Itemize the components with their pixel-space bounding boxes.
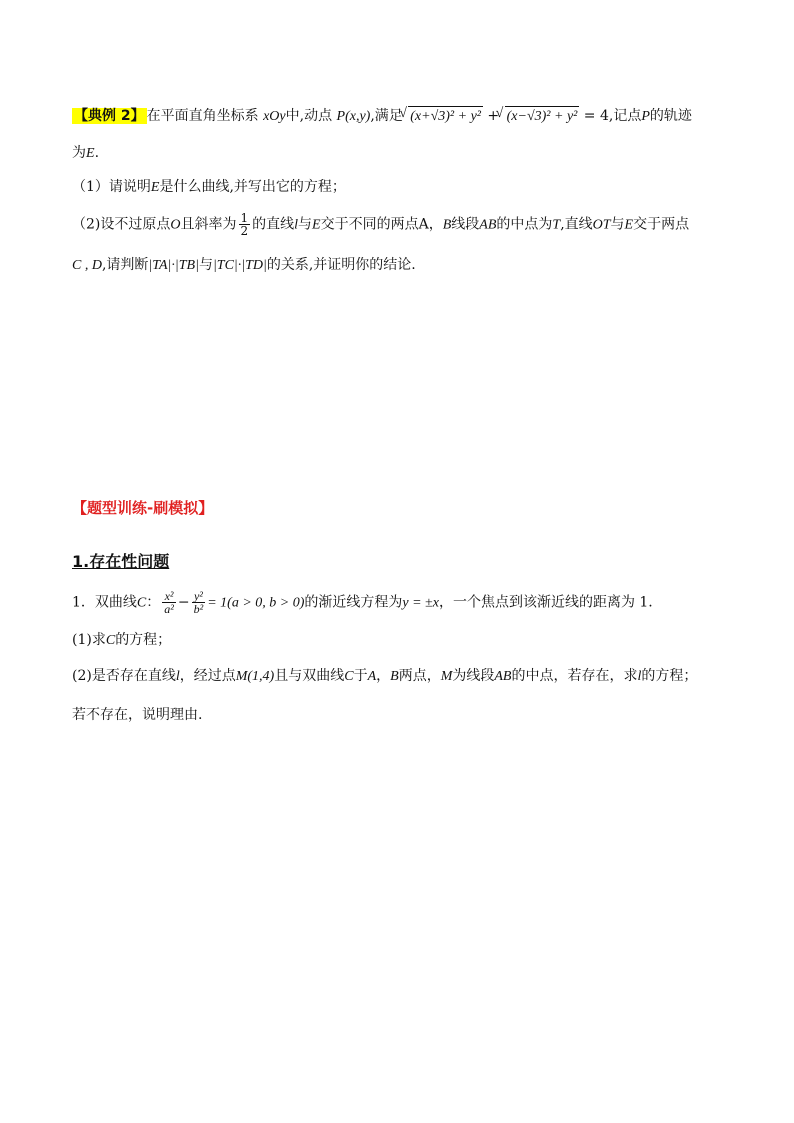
section-title: 【题型训练-刷模拟】 <box>72 499 214 517</box>
line-ot: OT <box>592 217 611 233</box>
part-text: 于 <box>353 668 368 684</box>
q2-text: 的关系,并证明你的结论. <box>266 257 416 273</box>
part-text: ， <box>376 668 391 684</box>
problem-text: ： <box>146 594 161 611</box>
origin-o: O <box>170 217 181 233</box>
question-2 <box>72 212 689 237</box>
fraction-one-half <box>239 212 251 237</box>
example-line-1 <box>72 106 692 127</box>
problem-number: 1．双曲线 <box>72 594 137 611</box>
example-text: 的轨迹 <box>649 108 692 124</box>
problem-1-line-1 <box>72 590 653 615</box>
part-text: 的方程； <box>115 632 172 648</box>
coord-system: xOy <box>263 109 286 124</box>
example-text: 中,动点 <box>285 108 333 124</box>
asymptote-equation: y = ±x <box>402 595 439 611</box>
point-m: M <box>440 669 453 684</box>
frac-denominator: a² <box>164 602 174 616</box>
q1-text: （1）请说明 <box>72 179 151 195</box>
subsection-title: 1.存在性问题 <box>72 552 170 571</box>
line-l: l <box>175 669 180 684</box>
part-text: 的中点，若存在，求 <box>511 668 638 684</box>
part-text: 若不存在，说明理由. <box>72 707 203 723</box>
part-text: 的方程； <box>641 668 698 684</box>
frac-numerator: 1 <box>240 211 249 225</box>
equals-four: = 4 <box>579 108 609 124</box>
q2-text: ,请判断 <box>101 257 149 273</box>
example-text: ,记点 <box>608 108 642 124</box>
example-text: . <box>94 145 100 161</box>
problem-text: ，一个焦点到该渐近线的距离为 1. <box>438 594 653 611</box>
q2-text: 与 <box>198 257 213 273</box>
sqrt-expression-2: √ (x−√3)² + y² <box>505 106 580 127</box>
problem-1-part-2 <box>72 666 697 687</box>
question-2-cont <box>72 255 416 276</box>
part-text: (1)求 <box>72 632 106 648</box>
part-text: ，经过点 <box>179 668 236 684</box>
expr-ta-tb: |TA|·|TB| <box>148 258 199 273</box>
point-a: A <box>367 669 377 684</box>
example-text: 为 <box>72 145 86 161</box>
point-p-label: P <box>641 109 650 124</box>
curve-e: E <box>86 146 95 161</box>
point-p: P(x,y) <box>336 109 371 124</box>
part-text: 且与双曲线 <box>274 668 345 684</box>
fraction-y2-b2 <box>192 590 206 615</box>
frac-numerator: x² <box>162 590 176 603</box>
problem-1-part-1 <box>72 630 171 651</box>
question-1 <box>72 177 346 198</box>
curve-e: E <box>150 180 160 195</box>
curve-c: C <box>136 595 147 611</box>
q2-text: 且斜率为 <box>180 216 237 233</box>
example-text: 在平面直角坐标系 <box>146 108 259 124</box>
problem-1-last-line <box>72 705 202 725</box>
point-t: T <box>552 217 561 233</box>
hyperbola-condition: = 1(a > 0, b > 0) <box>207 595 305 611</box>
part-text: 为线段 <box>452 668 495 684</box>
point-m: M(1,4) <box>235 669 275 684</box>
q2-text: 交于不同的两点 <box>320 216 419 233</box>
line-l: l <box>637 669 642 684</box>
expr-tc-td: |TC|·|TD| <box>212 258 267 273</box>
q2-text: 交于两点 <box>633 216 690 233</box>
q2-text: （2)设不过原点 <box>72 216 171 233</box>
curve-e: E <box>624 217 634 233</box>
part-text: (2)是否存在直线 <box>72 668 176 684</box>
example-text: ,满足 <box>370 108 403 124</box>
line-l: l <box>294 217 299 233</box>
curve-c: C <box>105 633 116 648</box>
q2-text: ， <box>428 216 443 233</box>
problem-text: 的渐近线方程为 <box>304 594 403 611</box>
example-line-2 <box>72 143 99 164</box>
q2-text: ,直线 <box>560 216 593 233</box>
q2-text: 的直线 <box>252 216 295 233</box>
q2-text: 线段 <box>451 216 480 233</box>
frac-numerator: y² <box>192 590 206 603</box>
fraction-x2-a2 <box>162 590 176 615</box>
plus-sign: + <box>482 108 504 124</box>
example-badge: 【典例 2】 <box>74 108 145 124</box>
segment-ab: AB <box>479 217 497 233</box>
frac-denominator: 2 <box>240 224 249 238</box>
point-b: B <box>442 217 452 233</box>
part-text: 两点， <box>398 668 441 684</box>
point-a: A <box>418 216 429 233</box>
minus-sign: − <box>177 594 190 611</box>
curve-c: C <box>344 669 354 684</box>
q2-text: 与 <box>610 216 625 233</box>
curve-e: E <box>312 217 321 233</box>
points-cd: C , D <box>72 258 102 273</box>
segment-ab: AB <box>494 669 512 684</box>
point-b: B <box>390 669 399 684</box>
q2-text: 与 <box>298 216 313 233</box>
q1-text: 是什么曲线,并写出它的方程； <box>159 179 346 195</box>
frac-denominator: b² <box>193 602 204 616</box>
sqrt-expression-1: √ (x+√3)² + y² <box>408 106 483 127</box>
q2-text: 的中点为 <box>496 216 553 233</box>
